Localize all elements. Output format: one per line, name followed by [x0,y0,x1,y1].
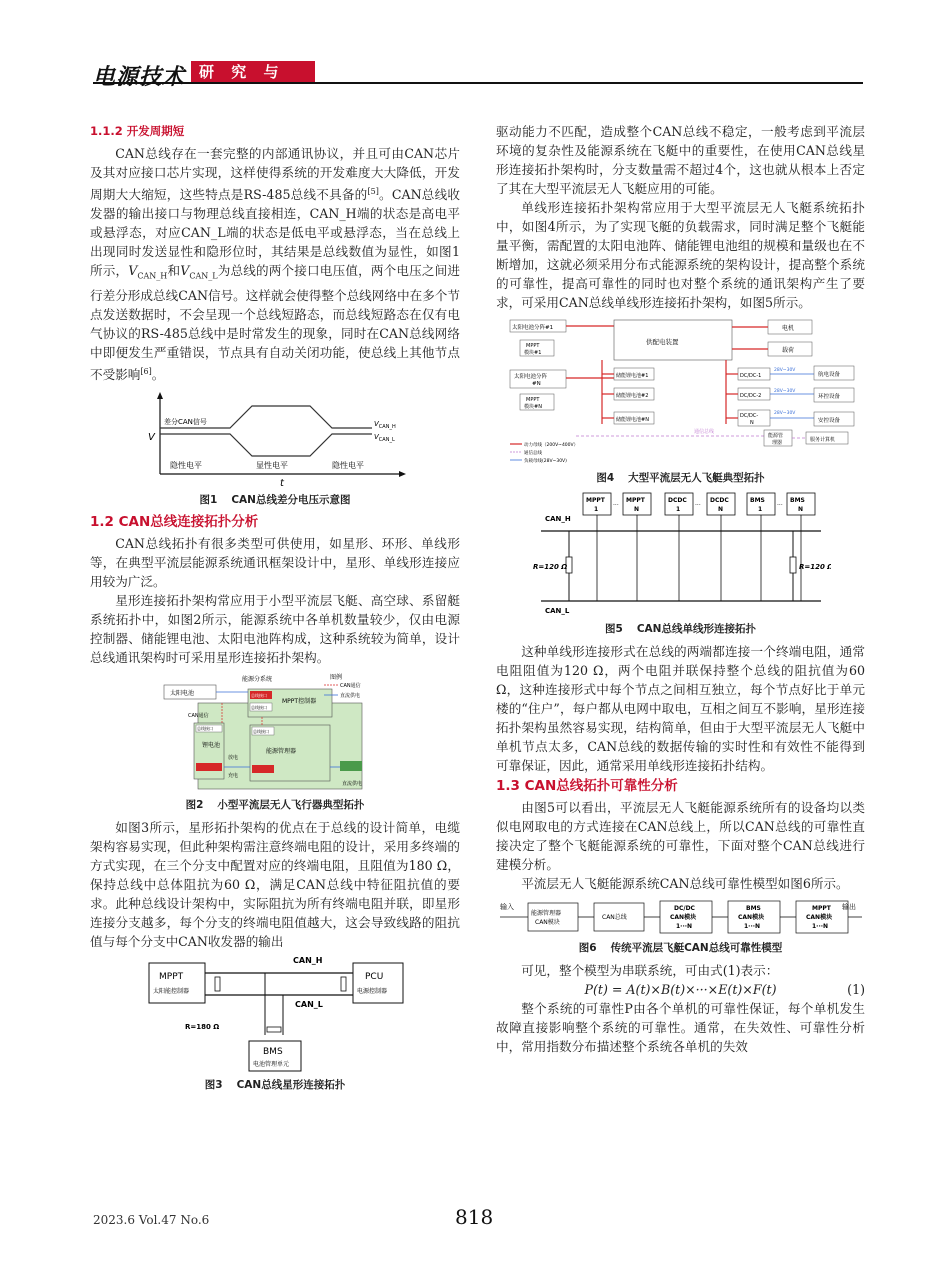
svg-text:总线接口: 总线接口 [197,725,213,731]
svg-text:输出: 输出 [841,903,856,911]
svg-text:PCU: PCU [365,971,384,982]
svg-text:28V~30V: 28V~30V [773,368,795,373]
svg-text:CAN通信: CAN通信 [340,682,361,689]
svg-text:DC/DC-: DC/DC- [739,413,758,419]
svg-text:直流供电: 直流供电 [342,780,363,787]
svg-text:BMS: BMS [263,1046,283,1057]
page-number: 818 [455,1205,494,1229]
paragraph-star-design: 如图3所示，星形拓扑架构的优点在于总线的设计简单，电缆架构容易实现，但此种架构需注意终端电阻的设计，采用多终端的方式实现，在三个分支中配置对应的终端电阻，且阻值为180 Ω，保持总线中总体阻抗为60 Ω，满足CAN总线中特征阻抗值的要求。此种总线设计架构中，实际阻抗为所有终端电阻并联，即星形连接分支越多，每个分支的终端电阻值越大，这会导致线路的阻抗值与每个分支中CAN收发器的输出 [90,819,460,949]
svg-text:电源控制器: 电源控制器 [357,987,388,995]
figure-2-caption: 图2 小型平流层无人飞行器典型拓扑 [185,798,365,811]
svg-text:输入: 输入 [499,903,514,911]
svg-text:通信总线: 通信总线 [523,451,542,456]
svg-text:安控设备: 安控设备 [817,418,840,424]
fig5-node-name: DCDC [709,497,729,504]
figure-6-caption: 图6 传统平流层飞艇CAN总线可靠性模型 [578,942,783,954]
equation-1 [496,980,865,999]
svg-text:服务计算机: 服务计算机 [809,437,835,443]
svg-text:能源管理器: 能源管理器 [266,747,297,755]
equation-1-number: (1) [847,982,865,997]
star-topology-diagram [145,955,405,1073]
can-differential-diagram [140,388,410,488]
svg-text:CAN模块: CAN模块 [805,914,832,921]
svg-text:储能锂电池#2: 储能锂电池#2 [615,393,648,399]
svg-text:放电: 放电 [228,754,239,761]
svg-text:BMS: BMS [745,905,761,912]
fig5-ellipsis: ... [776,500,783,507]
svg-text:VCAN_H: $V_{CAN\_H}$ [374,419,396,430]
paragraph-linear-topology: 单线形连接拓扑架构常应用于大型平流层无人飞艇系统拓扑中，如图4所示，为了实现飞艇的负载需求，同时满足整个飞艇能量平衡，需配置的太阳电池阵、储能锂电池组的规模和量级也在不断增加，这就必须采用分布式能源系统的架构设计，提高整个系统的可靠性，提高可靠性的同时也对整个系统的通讯架构产生了要求，可采用CAN总线单线形连接拓扑架构，如图5所示。 [496,200,865,310]
paragraph-linear-termination: 这种单线形连接形式在总线的两端都连接一个终端电阻，通常电阻阻值为120 Ω，两个电阻并联保持整个总线的阻抗值为60 Ω，这种连接形式中每个节点之间相互独立，每个节点好比于单元楼的“住户”，每户都从电网中取电，互相之间互不影响，星形连接拓扑架构虽然容易实现，结构简单，但由于大型平流层无人飞艇中单机节点太多，CAN总线的数据传输的实时性和有效性不能得到可靠保证，因此，通常采用单线形连接拓扑结构。 [496,644,865,773]
svg-text:1···N: 1···N [811,923,828,930]
svg-text:N: N [749,420,754,426]
fig5-ellipsis: ... [694,500,701,507]
svg-text:28V~30V: 28V~30V [773,411,795,416]
svg-text:CAN模块: CAN模块 [669,914,696,921]
fig5-node-name: MPPT [585,497,605,504]
paragraph-reliability-exponential: 整个系统的可靠性P由各个单机的可靠性保证，每个单机发生故障直接影响整个系统的可靠性。通常，在失效性、可靠性分析中，常用指数分布描述整个系统各单机的失效 [496,1001,865,1054]
fig1-signal-label: 差分CAN信号 [164,417,207,426]
large-airship-topology [506,316,856,466]
svg-text:DC/DC-2: DC/DC-2 [739,393,761,399]
svg-text:CAN模块: CAN模块 [534,919,560,926]
svg-text:载荷: 载荷 [781,347,794,354]
fig5-node-index: 1 [675,506,680,513]
paragraph-reliability-model: 平流层无人飞艇能源系统CAN总线可靠性模型如图6所示。 [521,876,849,891]
svg-text:CAN总线: CAN总线 [601,914,627,921]
fig5-node-index: N [797,506,803,513]
fig5-node-index: N [717,506,723,513]
figure-1 [140,388,410,488]
header-rule [93,82,863,84]
svg-text:直流供电: 直流供电 [340,692,361,699]
journal-logo: 电源技术 [93,64,186,90]
svg-text:太阳电池分阵: 太阳电池分阵 [513,374,547,380]
small-aircraft-topology [162,673,388,793]
svg-text:通信总线: 通信总线 [693,429,714,435]
paragraph-star-topology: 星形连接拓扑架构常应用于小型平流层飞艇、高空球、系留艇系统拓扑中，如图2所示，能源系统中各单机数量较少，仅由电源控制器、储能锂电池、太阳电池阵构成，这种系统较为简单，设计总线通讯架构时可采用星形连接拓扑架构。 [90,592,460,665]
svg-text:负载母线(28V~30V): 负载母线(28V~30V) [523,459,567,464]
svg-text:CAN_L: CAN_L [295,999,323,1009]
svg-text:R=120 Ω: R=120 Ω [532,563,567,571]
figure-4-caption: 图4 大型平流层无人飞艇典型拓扑 [596,472,765,484]
svg-text:DC/DC: DC/DC [673,905,695,912]
svg-text:储能锂电池#1: 储能锂电池#1 [615,373,648,379]
svg-text:CAN_H: CAN_H [544,515,571,523]
svg-text:供配电装置: 供配电装置 [645,338,678,346]
svg-text:充电: 充电 [228,772,239,779]
svg-text:R=120 Ω: R=120 Ω [798,563,831,571]
svg-text:图例: 图例 [330,673,343,681]
heading-1-3: 1.3 CAN总线拓扑可靠性分析 [496,778,678,794]
right-column [496,122,865,1056]
svg-text:模块#1: 模块#1 [523,350,541,356]
paragraph-reliability-intro: 由图5可以看出，平流层无人飞艇能源系统所有的设备均以类似电网取电的方式连接在CAN总线上，所以CAN总线的可靠性直接决定了整个飞艇能源系统的可靠性，下面对整个CAN总线进行建模分析。 [496,800,865,872]
svg-text:CAN_L: CAN_L [544,607,569,615]
figure-3-caption: 图3 CAN总线星形连接拓扑 [204,1078,346,1091]
fig5-node-name: BMS [749,497,765,504]
svg-text:能源分系统: 能源分系统 [242,675,273,683]
svg-text:MPPT: MPPT [525,397,539,403]
fig5-ellipsis: ... [612,500,619,507]
svg-text:航电设备: 航电设备 [817,372,840,378]
svg-text:28V~30V: 28V~30V [773,389,795,394]
svg-text:环控设备: 环控设备 [817,394,840,400]
heading-1-1-2: 1.1.2 开发周期短 [90,124,185,138]
fig5-node-name: BMS [789,497,805,504]
section-banner: 研 究 与 设 计 [191,61,315,83]
paragraph-topology-types: CAN总线拓扑有很多类型可供使用，如星形、环形、单线形等，在典型平流层能源系统通讯框架设计中，星形、单线形连接应用较为广泛。 [90,535,460,589]
left-column [90,122,460,1098]
svg-text:R=180 Ω: R=180 Ω [185,1022,220,1031]
svg-text:MPPT: MPPT [159,971,184,982]
fig5-node-index: 1 [593,506,598,513]
svg-text:DC/DC-1: DC/DC-1 [739,373,761,379]
fig1-recessive-1: 隐性电平 [170,460,202,470]
linear-topology-diagram [531,491,831,617]
svg-text:动力母线（200V~400V）: 动力母线（200V~400V） [523,443,578,448]
svg-text:MPPT: MPPT [525,343,539,349]
svg-text:能源管: 能源管 [767,433,783,439]
figure-5 [531,491,831,617]
svg-text:CAN模块: CAN模块 [737,914,764,921]
fig1-y-label: V [148,431,155,443]
svg-text:1···N: 1···N [743,923,760,930]
svg-text:电机: 电机 [781,325,794,332]
svg-text:储能锂电池#N: 储能锂电池#N [615,417,649,423]
svg-text:电池管理单元: 电池管理单元 [253,1060,290,1068]
svg-text:VCAN_L: $V_{CAN\_L}$ [374,432,395,443]
svg-text:#N: #N [531,381,541,387]
figure-5-caption: 图5 CAN总线单线形连接拓扑 [605,623,756,635]
svg-text:能源管理器: 能源管理器 [530,910,561,917]
heading-1-2: 1.2 CAN总线连接拓扑分析 [90,513,259,530]
svg-text:总线接口: 总线接口 [251,704,267,710]
equation-1-body: P(t) = A(t)×B(t)×···×E(t)×F(t) [584,982,777,997]
svg-text:CAN_H: CAN_H [293,955,323,965]
svg-text:太阳电池分阵#1: 太阳电池分阵#1 [511,325,553,331]
svg-text:太阳能控制器: 太阳能控制器 [153,987,190,995]
fig1-x-label: t [280,477,284,488]
svg-text:总线接口: 总线接口 [253,728,269,734]
svg-text:MPPT控制器: MPPT控制器 [282,697,317,705]
figure-6 [498,897,864,939]
issue-info: 2023.6 Vol.47 No.6 [93,1213,210,1227]
fig1-dominant: 显性电平 [256,460,288,470]
svg-text:MPPT: MPPT [811,905,831,912]
reliability-model-diagram [498,897,864,939]
svg-text:总线接口: 总线接口 [251,692,267,698]
fig5-node-name: MPPT [625,497,645,504]
svg-text:锂电池: 锂电池 [202,741,221,749]
paragraph-series-system: 可见，整个模型为串联系统，可由式(1)表示： [521,963,779,978]
svg-text:模块#N: 模块#N [523,404,542,410]
figure-2 [162,673,388,793]
fig5-node-index: N [633,506,639,513]
fig1-recessive-2: 隐性电平 [332,460,364,470]
paragraph-star-limit: 驱动能力不匹配，造成整个CAN总线不稳定，一般考虑到平流层环境的复杂性及能源系统在飞艇中的重要性，在使用CAN总线星形连接拓扑架构时，分支数量需不超过4个，这也就从根本上否定了其在大型平流层无人飞艇应用的可能。 [496,124,865,196]
svg-text:理器: 理器 [771,440,782,446]
fig5-node-index: 1 [757,506,762,513]
svg-text:1···N: 1···N [675,923,692,930]
figure-3 [145,955,405,1073]
figure-4 [506,316,856,466]
svg-text:太阳电池: 太阳电池 [170,689,195,697]
paragraph-can-protocol: CAN总线存在一套完整的内部通讯协议，并且可由CAN芯片及其对应接口芯片实现，这样使得系统的开发难度大大降低，开发周期大大缩短，这些特点是RS-485总线不具备的[5]。CAN总线收发器的输出接口与物理总线直接相连，CAN_H端的状态是高电平或悬浮态，对应CAN_L端的状态是低电平或悬浮态，当在总线上出现同时发送显性和隐形位时，其结果是总线数值为显性，如图1所示，$V_{CAN\_H}$和$V_{CAN\_L}$为总线的两个接口电压值，两个电压之间进行差分形成总线CAN信号。这样就会使得整个总线网络中在多个节点发送数据时，不会呈现一个总线短路态，而总线短路态在仅有电气协议的RS-485总线中是时常发生的现象，同时在CAN总线网络中即便发生严重错误，节点具有自动关闭功能，使总线上其他节点不受影响[6]。 [90,146,461,382]
svg-text:CAN通信: CAN通信 [188,712,209,719]
figure-1-caption: 图1 CAN总线差分电压示意图 [199,493,351,506]
fig5-node-name: DCDC [667,497,687,504]
